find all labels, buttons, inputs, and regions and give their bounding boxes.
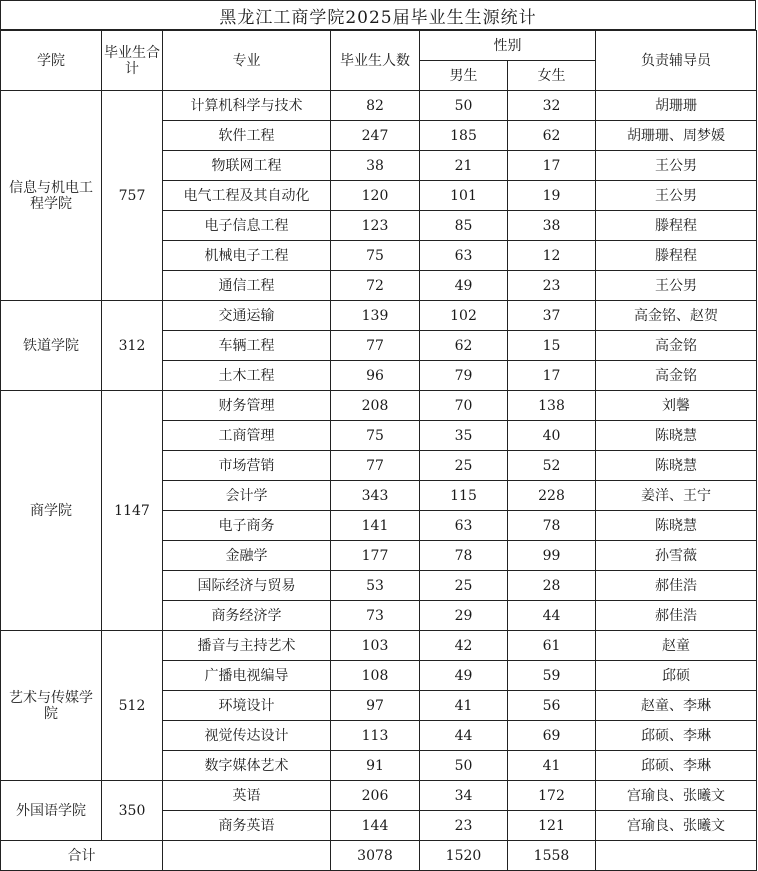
college-name-cell: 铁道学院 bbox=[1, 301, 102, 391]
female-cell: 121 bbox=[508, 811, 596, 841]
counselor-cell: 高金铭 bbox=[596, 361, 757, 391]
major-cell: 车辆工程 bbox=[163, 331, 331, 361]
total-male-cell: 1520 bbox=[420, 841, 508, 871]
female-cell: 17 bbox=[508, 361, 596, 391]
female-cell: 56 bbox=[508, 691, 596, 721]
header-college: 学院 bbox=[1, 31, 102, 91]
female-cell: 62 bbox=[508, 121, 596, 151]
header-major: 专业 bbox=[163, 31, 331, 91]
male-cell: 21 bbox=[420, 151, 508, 181]
female-cell: 99 bbox=[508, 541, 596, 571]
sheet-title: 黑龙江工商学院2025届毕业生生源统计 bbox=[0, 0, 756, 30]
grad-count-cell: 38 bbox=[331, 151, 420, 181]
counselor-cell: 陈晓慧 bbox=[596, 451, 757, 481]
grad-count-cell: 141 bbox=[331, 511, 420, 541]
major-cell: 播音与主持艺术 bbox=[163, 631, 331, 661]
major-cell: 通信工程 bbox=[163, 271, 331, 301]
grad-count-cell: 343 bbox=[331, 481, 420, 511]
grad-count-cell: 144 bbox=[331, 811, 420, 841]
total-empty-cell bbox=[596, 841, 757, 871]
male-cell: 85 bbox=[420, 211, 508, 241]
female-cell: 172 bbox=[508, 781, 596, 811]
table-body bbox=[1, 91, 757, 871]
college-total-cell: 312 bbox=[102, 301, 163, 391]
major-cell: 电气工程及其自动化 bbox=[163, 181, 331, 211]
counselor-cell: 胡珊珊 bbox=[596, 91, 757, 121]
major-cell: 商务英语 bbox=[163, 811, 331, 841]
college-total-cell: 757 bbox=[102, 91, 163, 301]
male-cell: 62 bbox=[420, 331, 508, 361]
male-cell: 23 bbox=[420, 811, 508, 841]
female-cell: 28 bbox=[508, 571, 596, 601]
counselor-cell: 宫瑜良、张曦文 bbox=[596, 781, 757, 811]
female-cell: 228 bbox=[508, 481, 596, 511]
counselor-cell: 陈晓慧 bbox=[596, 421, 757, 451]
counselor-cell: 宫瑜良、张曦文 bbox=[596, 811, 757, 841]
grad-count-cell: 73 bbox=[331, 601, 420, 631]
major-cell: 金融学 bbox=[163, 541, 331, 571]
header-male: 男生 bbox=[420, 61, 508, 91]
male-cell: 50 bbox=[420, 91, 508, 121]
counselor-cell: 赵童、李琳 bbox=[596, 691, 757, 721]
major-cell: 数字媒体艺术 bbox=[163, 751, 331, 781]
college-name-cell: 艺术与传媒学院 bbox=[1, 631, 102, 781]
female-cell: 138 bbox=[508, 391, 596, 421]
female-cell: 19 bbox=[508, 181, 596, 211]
male-cell: 49 bbox=[420, 271, 508, 301]
header-counselor: 负责辅导员 bbox=[596, 31, 757, 91]
grad-count-cell: 72 bbox=[331, 271, 420, 301]
female-cell: 37 bbox=[508, 301, 596, 331]
counselor-cell: 孙雪薇 bbox=[596, 541, 757, 571]
female-cell: 17 bbox=[508, 151, 596, 181]
male-cell: 49 bbox=[420, 661, 508, 691]
grad-count-cell: 123 bbox=[331, 211, 420, 241]
total-row bbox=[1, 841, 757, 871]
male-cell: 63 bbox=[420, 511, 508, 541]
male-cell: 25 bbox=[420, 571, 508, 601]
grad-count-cell: 75 bbox=[331, 241, 420, 271]
grad-count-cell: 75 bbox=[331, 421, 420, 451]
major-cell: 计算机科学与技术 bbox=[163, 91, 331, 121]
female-cell: 61 bbox=[508, 631, 596, 661]
grad-count-cell: 103 bbox=[331, 631, 420, 661]
header-college-total: 毕业生合计 bbox=[102, 31, 163, 91]
table-row bbox=[1, 391, 757, 421]
male-cell: 29 bbox=[420, 601, 508, 631]
grad-count-cell: 97 bbox=[331, 691, 420, 721]
major-cell: 物联网工程 bbox=[163, 151, 331, 181]
counselor-cell: 赵童 bbox=[596, 631, 757, 661]
grad-count-cell: 108 bbox=[331, 661, 420, 691]
female-cell: 40 bbox=[508, 421, 596, 451]
male-cell: 185 bbox=[420, 121, 508, 151]
major-cell: 英语 bbox=[163, 781, 331, 811]
counselor-cell: 邱硕 bbox=[596, 661, 757, 691]
grad-count-cell: 247 bbox=[331, 121, 420, 151]
major-cell: 交通运输 bbox=[163, 301, 331, 331]
total-label-cell: 合计 bbox=[1, 841, 163, 871]
counselor-cell: 陈晓慧 bbox=[596, 511, 757, 541]
table-row bbox=[1, 91, 757, 121]
counselor-cell: 姜洋、王宁 bbox=[596, 481, 757, 511]
grad-count-cell: 77 bbox=[331, 331, 420, 361]
counselor-cell: 郝佳浩 bbox=[596, 571, 757, 601]
male-cell: 42 bbox=[420, 631, 508, 661]
grad-count-cell: 113 bbox=[331, 721, 420, 751]
table-row bbox=[1, 301, 757, 331]
grad-count-cell: 177 bbox=[331, 541, 420, 571]
female-cell: 78 bbox=[508, 511, 596, 541]
college-total-cell: 1147 bbox=[102, 391, 163, 631]
female-cell: 38 bbox=[508, 211, 596, 241]
female-cell: 52 bbox=[508, 451, 596, 481]
header-row-1 bbox=[1, 31, 757, 61]
male-cell: 70 bbox=[420, 391, 508, 421]
counselor-cell: 高金铭、赵贺 bbox=[596, 301, 757, 331]
major-cell: 环境设计 bbox=[163, 691, 331, 721]
grad-count-cell: 91 bbox=[331, 751, 420, 781]
header-female: 女生 bbox=[508, 61, 596, 91]
major-cell: 电子商务 bbox=[163, 511, 331, 541]
female-cell: 23 bbox=[508, 271, 596, 301]
header-gender: 性别 bbox=[420, 31, 596, 61]
female-cell: 59 bbox=[508, 661, 596, 691]
major-cell: 软件工程 bbox=[163, 121, 331, 151]
total-count-cell: 3078 bbox=[331, 841, 420, 871]
male-cell: 41 bbox=[420, 691, 508, 721]
major-cell: 国际经济与贸易 bbox=[163, 571, 331, 601]
female-cell: 44 bbox=[508, 601, 596, 631]
counselor-cell: 刘馨 bbox=[596, 391, 757, 421]
counselor-cell: 王公男 bbox=[596, 271, 757, 301]
major-cell: 机械电子工程 bbox=[163, 241, 331, 271]
counselor-cell: 胡珊珊、周梦媛 bbox=[596, 121, 757, 151]
male-cell: 35 bbox=[420, 421, 508, 451]
grad-count-cell: 53 bbox=[331, 571, 420, 601]
male-cell: 63 bbox=[420, 241, 508, 271]
college-name-cell: 信息与机电工程学院 bbox=[1, 91, 102, 301]
major-cell: 会计学 bbox=[163, 481, 331, 511]
counselor-cell: 高金铭 bbox=[596, 331, 757, 361]
major-cell: 土木工程 bbox=[163, 361, 331, 391]
college-total-cell: 350 bbox=[102, 781, 163, 841]
male-cell: 101 bbox=[420, 181, 508, 211]
female-cell: 32 bbox=[508, 91, 596, 121]
header-grad-count: 毕业生人数 bbox=[331, 31, 420, 91]
major-cell: 电子信息工程 bbox=[163, 211, 331, 241]
female-cell: 12 bbox=[508, 241, 596, 271]
male-cell: 44 bbox=[420, 721, 508, 751]
grad-count-cell: 77 bbox=[331, 451, 420, 481]
male-cell: 102 bbox=[420, 301, 508, 331]
female-cell: 15 bbox=[508, 331, 596, 361]
female-cell: 41 bbox=[508, 751, 596, 781]
college-total-cell: 512 bbox=[102, 631, 163, 781]
grad-count-cell: 139 bbox=[331, 301, 420, 331]
graduate-table bbox=[0, 30, 757, 871]
male-cell: 115 bbox=[420, 481, 508, 511]
male-cell: 34 bbox=[420, 781, 508, 811]
female-cell: 69 bbox=[508, 721, 596, 751]
grad-count-cell: 82 bbox=[331, 91, 420, 121]
male-cell: 79 bbox=[420, 361, 508, 391]
table-row bbox=[1, 631, 757, 661]
major-cell: 视觉传达设计 bbox=[163, 721, 331, 751]
total-empty-cell bbox=[163, 841, 331, 871]
major-cell: 广播电视编导 bbox=[163, 661, 331, 691]
male-cell: 78 bbox=[420, 541, 508, 571]
counselor-cell: 郝佳浩 bbox=[596, 601, 757, 631]
table-row bbox=[1, 781, 757, 811]
total-female-cell: 1558 bbox=[508, 841, 596, 871]
college-name-cell: 外国语学院 bbox=[1, 781, 102, 841]
major-cell: 市场营销 bbox=[163, 451, 331, 481]
counselor-cell: 王公男 bbox=[596, 151, 757, 181]
counselor-cell: 王公男 bbox=[596, 181, 757, 211]
grad-count-cell: 206 bbox=[331, 781, 420, 811]
major-cell: 商务经济学 bbox=[163, 601, 331, 631]
counselor-cell: 滕程程 bbox=[596, 241, 757, 271]
counselor-cell: 滕程程 bbox=[596, 211, 757, 241]
male-cell: 50 bbox=[420, 751, 508, 781]
grad-count-cell: 120 bbox=[331, 181, 420, 211]
college-name-cell: 商学院 bbox=[1, 391, 102, 631]
male-cell: 25 bbox=[420, 451, 508, 481]
grad-count-cell: 96 bbox=[331, 361, 420, 391]
counselor-cell: 邱硕、李琳 bbox=[596, 751, 757, 781]
grad-count-cell: 208 bbox=[331, 391, 420, 421]
major-cell: 工商管理 bbox=[163, 421, 331, 451]
major-cell: 财务管理 bbox=[163, 391, 331, 421]
counselor-cell: 邱硕、李琳 bbox=[596, 721, 757, 751]
